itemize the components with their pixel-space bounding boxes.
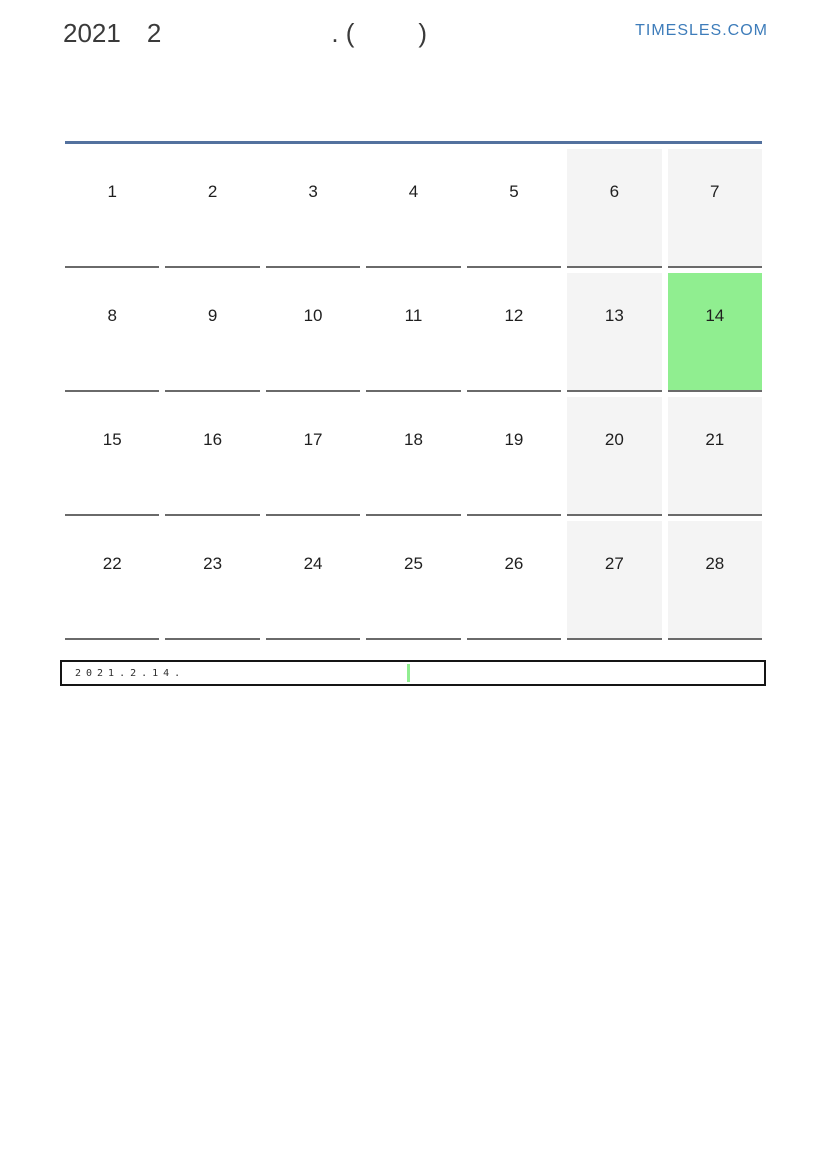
progress-tick-icon xyxy=(407,664,410,682)
calendar-grid xyxy=(65,149,762,640)
calendar-top-divider xyxy=(65,141,762,144)
calendar-day-1: 1 xyxy=(65,149,159,268)
calendar-day-23: 23 xyxy=(165,521,259,640)
calendar-day-9: 9 xyxy=(165,273,259,392)
calendar-day-6: 6 xyxy=(567,149,661,268)
calendar-day-27: 27 xyxy=(567,521,661,640)
calendar-day-5: 5 xyxy=(467,149,561,268)
calendar-day-2: 2 xyxy=(165,149,259,268)
calendar-day-15: 15 xyxy=(65,397,159,516)
calendar-day-14: 14 xyxy=(668,273,762,392)
footer-date-label: 2021.2.14. xyxy=(75,667,186,679)
title-separator: . ( xyxy=(331,18,355,48)
calendar-day-26: 26 xyxy=(467,521,561,640)
calendar-day-11: 11 xyxy=(366,273,460,392)
title-month: 2 xyxy=(146,18,162,48)
calendar-day-28: 28 xyxy=(668,521,762,640)
calendar-day-25: 25 xyxy=(366,521,460,640)
calendar-day-20: 20 xyxy=(567,397,661,516)
calendar-day-4: 4 xyxy=(366,149,460,268)
title-close-paren: ) xyxy=(418,18,428,48)
title-year: 2021 xyxy=(63,18,121,48)
month-progress-bar xyxy=(60,660,766,686)
calendar-day-24: 24 xyxy=(266,521,360,640)
calendar-day-13: 13 xyxy=(567,273,661,392)
calendar-day-12: 12 xyxy=(467,273,561,392)
calendar-day-7: 7 xyxy=(668,149,762,268)
logo-link[interactable]: TIMESLES.COM xyxy=(635,22,768,39)
calendar-day-19: 19 xyxy=(467,397,561,516)
calendar-day-3: 3 xyxy=(266,149,360,268)
calendar-day-16: 16 xyxy=(165,397,259,516)
calendar-day-10: 10 xyxy=(266,273,360,392)
calendar-day-17: 17 xyxy=(266,397,360,516)
calendar-day-22: 22 xyxy=(65,521,159,640)
calendar-day-18: 18 xyxy=(366,397,460,516)
calendar-day-21: 21 xyxy=(668,397,762,516)
page-title xyxy=(63,18,427,49)
calendar-day-8: 8 xyxy=(65,273,159,392)
